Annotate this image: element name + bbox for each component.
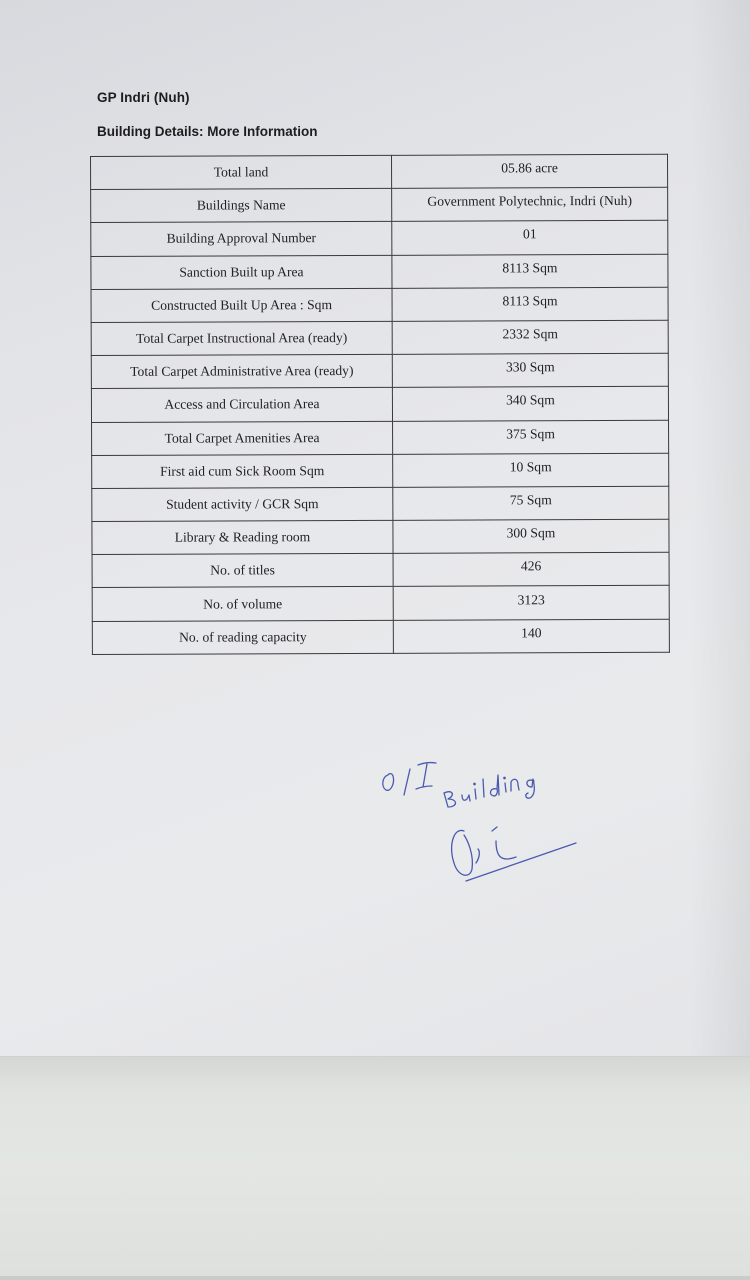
table-row [92, 453, 669, 488]
row-value: 340 Sqm [506, 392, 555, 408]
row-value-cell [392, 187, 668, 221]
handwritten-signature [376, 745, 586, 895]
row-label: Total Carpet Instructional Area (ready) [91, 321, 392, 355]
row-value: 8113 Sqm [502, 259, 558, 276]
table-row [91, 187, 668, 222]
row-label: Constructed Built Up Area : Sqm [91, 288, 392, 322]
row-value: 05.86 acre [501, 160, 558, 176]
table-row [92, 586, 669, 621]
table-row [91, 287, 668, 322]
row-value: 75 Sqm [509, 492, 552, 508]
paper-shadow [690, 0, 750, 1058]
table-row [92, 486, 669, 521]
row-label: Building Approval Number [91, 222, 392, 256]
row-label: Total land [91, 155, 392, 189]
row-value-cell [393, 586, 669, 620]
row-value-cell [393, 619, 669, 653]
row-value-cell [393, 553, 669, 587]
row-label: Library & Reading room [92, 520, 393, 554]
row-label: Total Carpet Amenities Area [92, 421, 393, 455]
row-label: Buildings Name [91, 189, 392, 223]
table-row [92, 553, 669, 588]
table-row [91, 254, 668, 289]
row-value-cell [392, 254, 668, 288]
document-subheading: Building Details: More Information [97, 124, 318, 139]
document-heading: GP Indri (Nuh) [97, 90, 190, 105]
row-value: 330 Sqm [505, 359, 555, 375]
table-row [92, 619, 669, 654]
building-details-table [90, 154, 668, 655]
row-label: Student activity / GCR Sqm [92, 487, 393, 521]
row-value: 300 Sqm [506, 525, 556, 541]
row-value-cell [392, 287, 668, 321]
row-value-cell [392, 387, 668, 421]
row-value: 01 [522, 226, 537, 242]
row-value-cell [392, 221, 668, 255]
row-label: No. of titles [92, 554, 393, 588]
row-label: Access and Circulation Area [91, 388, 392, 422]
row-label: First aid cum Sick Room Sqm [92, 454, 393, 488]
row-value: Government Polytechnic, Indri (Nuh) [427, 193, 633, 209]
table-row [91, 221, 668, 256]
row-label: No. of volume [92, 587, 393, 621]
table-row [92, 420, 669, 455]
row-value: 2332 Sqm [502, 326, 558, 342]
row-value: 140 [521, 624, 542, 641]
table-row [91, 154, 668, 189]
bottom-edge [0, 1276, 750, 1280]
row-value-cell [393, 519, 669, 553]
table-row [91, 320, 668, 355]
table-row [91, 353, 668, 388]
row-label: No. of reading capacity [92, 620, 393, 654]
row-label: Sanction Built up Area [91, 255, 392, 289]
row-value-cell [393, 420, 669, 454]
row-value: 426 [520, 558, 542, 574]
row-value-cell [392, 353, 668, 387]
table-row [92, 519, 669, 554]
row-value-cell [393, 453, 669, 487]
row-value: 375 Sqm [506, 425, 555, 441]
row-value-cell [392, 320, 668, 354]
table-row [91, 387, 668, 422]
row-value: 8113 Sqm [502, 293, 558, 309]
row-value: 10 Sqm [509, 459, 552, 475]
row-value: 3123 [517, 591, 545, 607]
row-value-cell [393, 486, 669, 520]
row-label: Total Carpet Administrative Area (ready) [91, 354, 392, 388]
row-value-cell [391, 154, 667, 188]
background-surface [0, 1056, 750, 1280]
